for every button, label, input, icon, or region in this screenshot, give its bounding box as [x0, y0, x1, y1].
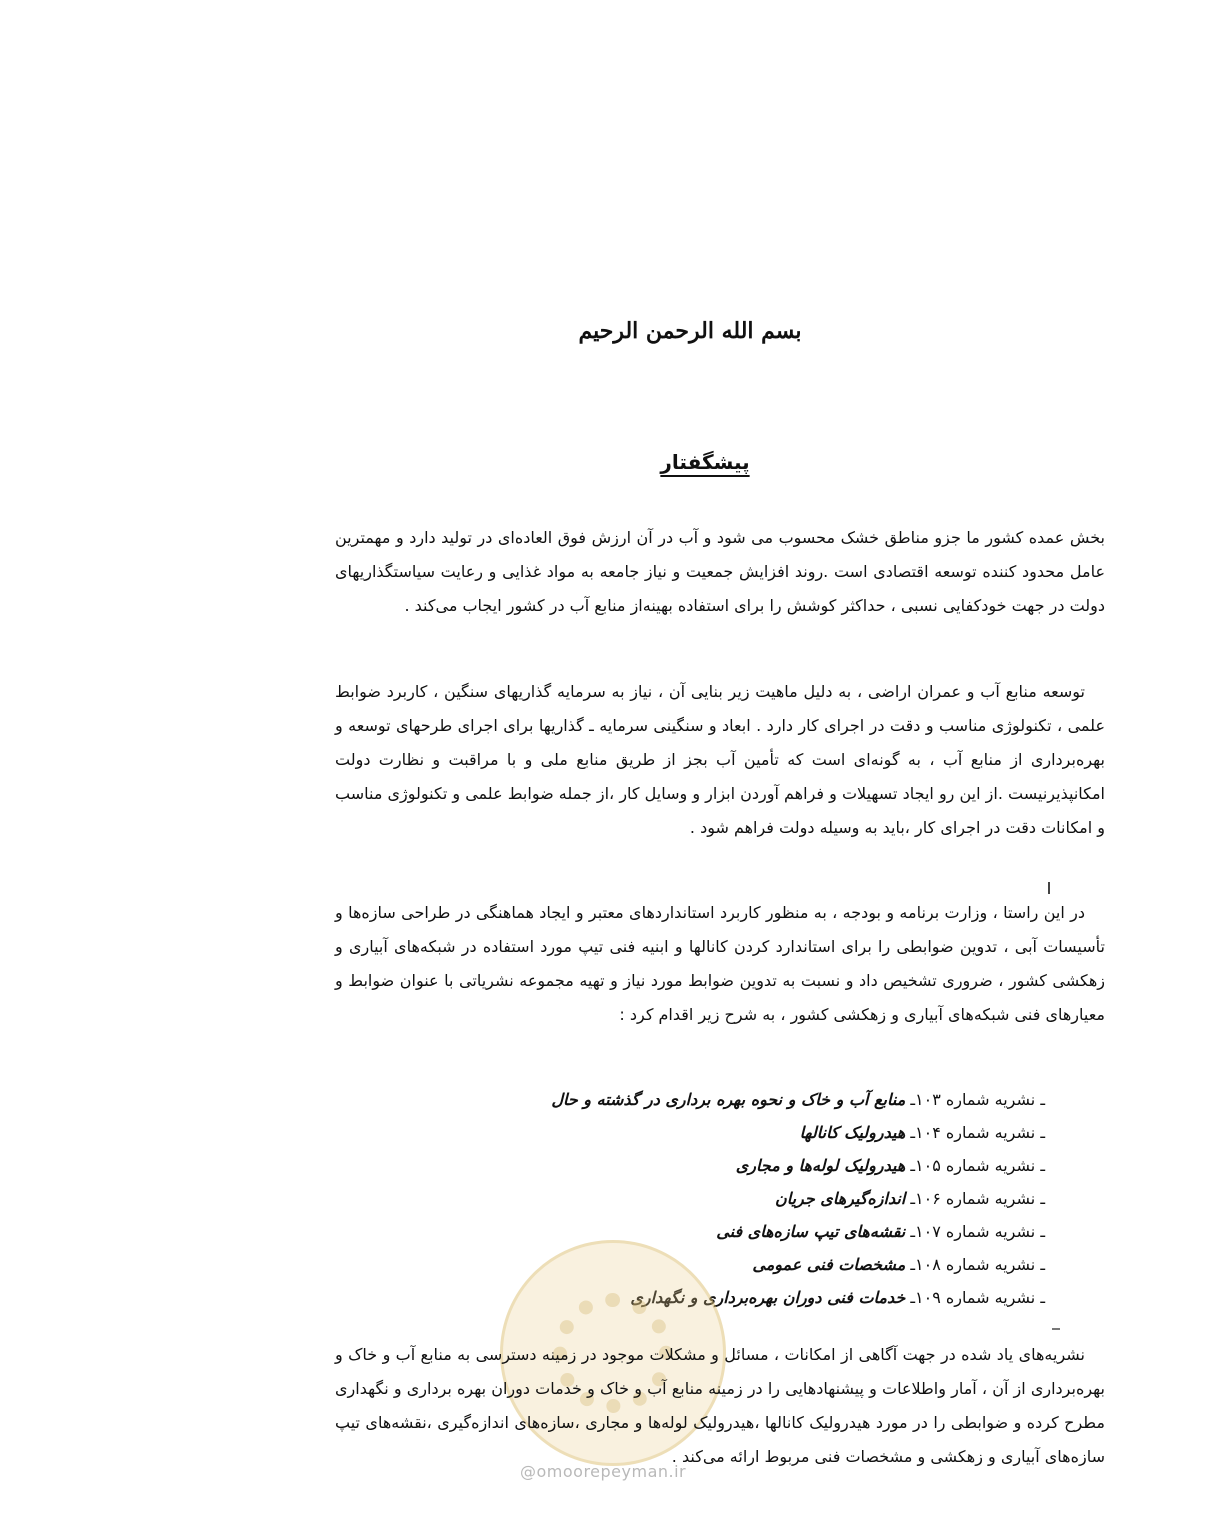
- publication-title: منابع آب و خاک و نحوه بهره برداری در گذشته و حال: [551, 1090, 906, 1109]
- watermark-text: @omoorepeyman.ir: [520, 1462, 687, 1481]
- publication-number: ـ نشریه شماره ۱۰۴ـ: [910, 1123, 1045, 1142]
- publication-title: هیدرولیک لوله‌ها و مجاری: [735, 1156, 906, 1175]
- margin-dash: [1052, 1328, 1060, 1330]
- publication-number: ـ نشریه شماره ۱۰۸ـ: [910, 1255, 1045, 1274]
- publication-number: ـ نشریه شماره ۱۰۵ـ: [910, 1156, 1045, 1175]
- publication-number: ـ نشریه شماره ۱۰۹ـ: [910, 1288, 1045, 1307]
- paragraph-intro: بخش عمده کشور ما جزو مناطق خشک محسوب می شود و آب در آن ارزش فوق العاده‌ای در تولید دارد و مهمترین عامل محدود کننده توسعه اقتصادی است .روند افزایش جمعیت و نیاز جامعه به مواد غذایی و رعایت سیاستگذاریهای دولت در جهت خودکفایی نسبی ، حداکثر کوشش را برای استفاده بهینه‌از منابع آب در کشور ایجاب می‌کند .: [335, 528, 1105, 615]
- page-heading: پیشگفتار: [660, 450, 750, 474]
- paragraph-summary: نشریه‌های یاد شده در جهت آگاهی از امکانات ، مسائل و مشکلات موجود در زمینه دسترسی به منابع آب و خاک و بهره‌برداری از آن ، آمار واطلاعات و پیشنهادهایی را در زمینه منابع آب و خاک و خدمات دوران بهره برداری و نگهداری مطرح کرده و ضوابطی را در مورد هیدرولیک کانالها ،هیدرولیک لوله‌ها و مجاری ،سازه‌های اندازه‌گیری ،نقشه‌های تیپ سازه‌های آبیاری و زهکشی و مشخصات فنی مربوط ارائه می‌کند .: [335, 1345, 1105, 1466]
- list-item: [470, 1149, 1045, 1182]
- publication-number: ـ نشریه شماره ۱۰۷ـ: [910, 1222, 1045, 1241]
- list-item: [470, 1116, 1045, 1149]
- basmala: بسم الله الرحمن الرحیم: [578, 318, 802, 344]
- list-item: [470, 1182, 1045, 1215]
- publication-title: اندازه‌گیرهای جریان: [774, 1189, 906, 1208]
- publication-title: نقشه‌های تیپ سازه‌های فنی: [716, 1222, 906, 1241]
- publication-number: ـ نشریه شماره ۱۰۳ـ: [910, 1090, 1045, 1109]
- margin-mark: [1048, 882, 1050, 894]
- list-item: [470, 1215, 1045, 1248]
- publication-title: خدمات فنی دوران بهره‌برداری و نگهداری: [630, 1288, 906, 1307]
- publication-title: مشخصات فنی عمومی: [752, 1255, 906, 1274]
- publication-title: هیدرولیک کانالها: [799, 1123, 906, 1142]
- paragraph-development: توسعه منابع آب و عمران اراضی ، به دلیل ماهیت زیر بنایی آن ، نیاز به سرمایه گذاریهای سنگین ، کاربرد ضوابط علمی ، تکنولوژی مناسب و دقت در اجرای کار دارد . ابعاد و سنگینی سرمایه ـ گذاریها برای اجرای طرحهای توسعه و بهره‌برداری از منابع آب ، به گونه‌ای است که تأمین آب بجز از طریق منابع ملی و با مراقبت و نظارت دولت امکانپذیرنیست .از این رو ایجاد تسهیلات و فراهم آوردن ابزار و وسایل کار ،از جمله ضوابط علمی و تکنولوژی مناسب و امکانات دقت در اجرای کار ،باید به وسیله دولت فراهم شود .: [335, 682, 1105, 837]
- paragraph-ministry: در این راستا ، وزارت برنامه و بودجه ، به منظور کاربرد استانداردهای معتبر و ایجاد هماهنگی در طراحی سازه‌ها و تأسیسات آبی ، تدوین ضوابطی را برای استاندارد کردن کانالها و ابنیه فنی تیپ مورد استفاده در شبکه‌های آبیاری و زهکشی کشور ، ضروری تشخیص داد و نسبت به تدوین ضوابط مورد نیاز و تهیه مجموعه نشریاتی با عنوان ضوابط و معیارهای فنی شبکه‌های آبیاری و زهکشی کشور ، به شرح زیر اقدام کرد :: [335, 903, 1105, 1024]
- publication-number: ـ نشریه شماره ۱۰۶ـ: [910, 1189, 1045, 1208]
- list-item: [470, 1083, 1045, 1116]
